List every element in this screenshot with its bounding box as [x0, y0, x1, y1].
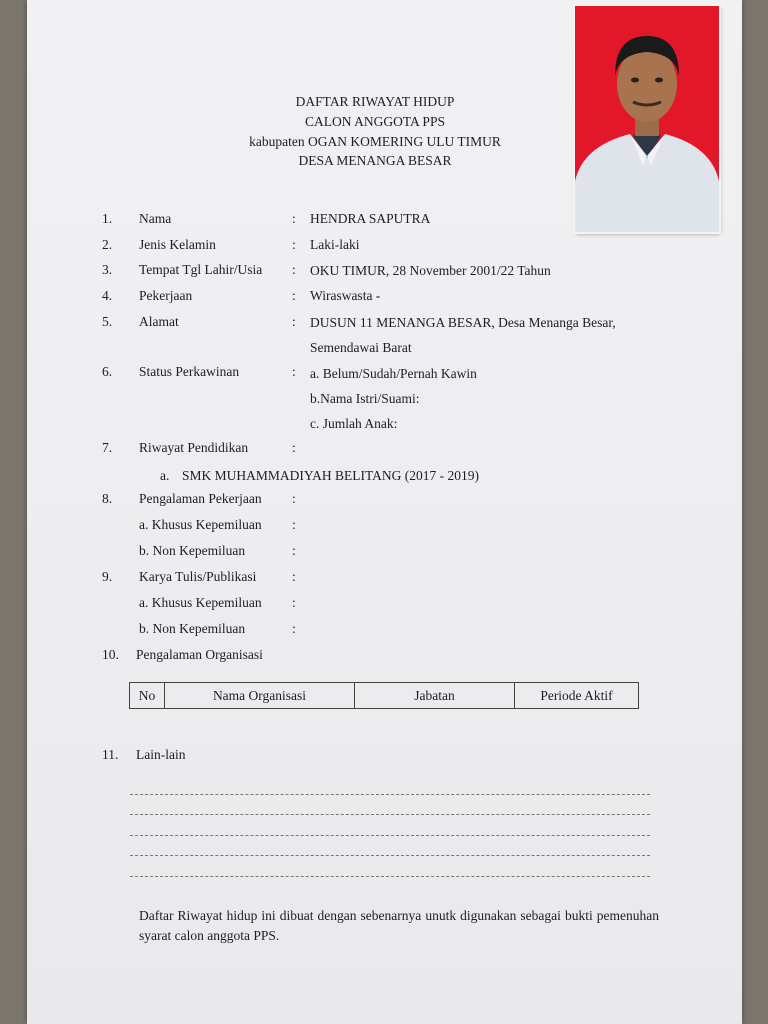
field-colon: :	[292, 364, 296, 379]
field-label-pengalaman-pekerjaan: Pengalaman Pekerjaan	[139, 491, 262, 506]
blank-line	[130, 794, 650, 795]
field-number: 4.	[102, 288, 113, 303]
field-label-nama: Nama	[139, 211, 172, 226]
field-label-pekerjaan: Pekerjaan	[139, 288, 193, 303]
header-line-1: DAFTAR RIWAYAT HIDUP	[295, 94, 455, 109]
field-value-alamat: DUSUN 11 MENANGA BESAR, Desa Menanga Besar,	[310, 315, 616, 330]
education-item-marker: a.	[160, 468, 170, 483]
field-sublabel-non: b. Non Kepemiluan	[139, 621, 246, 636]
field-label-ttl: Tempat Tgl Lahir/Usia	[139, 262, 263, 277]
applicant-photo	[575, 6, 719, 232]
field-label-jenis-kelamin: Jenis Kelamin	[139, 237, 216, 252]
field-number: 11.	[102, 747, 119, 762]
field-label-alamat: Alamat	[139, 314, 179, 329]
blank-line	[130, 835, 650, 836]
header-line-3: kabupaten OGAN KOMERING ULU TIMUR	[249, 134, 501, 149]
field-number: 5.	[102, 314, 113, 329]
field-number: 9.	[102, 569, 113, 584]
field-label-riwayat-pendidikan: Riwayat Pendidikan	[139, 440, 249, 455]
field-value-ttl: OKU TIMUR, 28 November 2001/22 Tahun	[310, 263, 551, 278]
field-number: 3.	[102, 262, 113, 277]
blank-line	[130, 855, 650, 856]
field-value-status-b: b.Nama Istri/Suami:	[310, 391, 420, 406]
field-colon: :	[292, 288, 296, 303]
blank-line	[130, 876, 650, 877]
education-item: SMK MUHAMMADIYAH BELITANG (2017 - 2019)	[182, 468, 480, 483]
table-header-row	[130, 683, 639, 709]
field-sublabel-non: b. Non Kepemiluan	[139, 543, 246, 558]
field-number: 10.	[102, 647, 119, 662]
field-value-jenis-kelamin: Laki-laki	[310, 237, 360, 252]
field-colon: :	[292, 314, 296, 329]
header-line-2: CALON ANGGOTA PPS	[305, 114, 445, 129]
field-number: 2.	[102, 237, 113, 252]
field-colon: :	[292, 517, 296, 532]
field-label-lain-lain: Lain-lain	[136, 747, 186, 762]
field-number: 7.	[102, 440, 113, 455]
field-value-pekerjaan: Wiraswasta -	[310, 288, 381, 303]
field-value-nama: HENDRA SAPUTRA	[310, 211, 431, 226]
table-header-periode-aktif: Periode Aktif	[515, 683, 639, 709]
field-label-status-perkawinan: Status Perkawinan	[139, 364, 240, 379]
field-colon: :	[292, 237, 296, 252]
field-value-alamat-line2: Semendawai Barat	[310, 340, 412, 355]
table-header-jabatan: Jabatan	[355, 683, 515, 709]
field-value-status-c: c. Jumlah Anak:	[310, 416, 398, 431]
field-colon: :	[292, 211, 296, 226]
header-line-4: DESA MENANGA BESAR	[298, 153, 452, 168]
table-header-no: No	[130, 683, 165, 709]
closing-statement: Daftar Riwayat hidup ini dibuat dengan sebenarnya unutk digunakan sebagai bukti pemenuhan syarat calon anggota PPS.	[139, 908, 659, 943]
field-label-pengalaman-organisasi: Pengalaman Organisasi	[136, 647, 263, 662]
field-colon: :	[292, 491, 296, 506]
table-header-nama-organisasi: Nama Organisasi	[165, 683, 355, 709]
field-number: 6.	[102, 364, 113, 379]
field-value-status-a: a. Belum/Sudah/Pernah Kawin	[310, 366, 477, 381]
field-colon: :	[292, 621, 296, 636]
field-label-karya-tulis: Karya Tulis/Publikasi	[139, 569, 257, 584]
field-colon: :	[292, 569, 296, 584]
field-number: 1.	[102, 211, 113, 226]
field-sublabel-khusus: a. Khusus Kepemiluan	[139, 517, 262, 532]
field-number: 8.	[102, 491, 113, 506]
field-colon: :	[292, 595, 296, 610]
field-colon: :	[292, 262, 296, 277]
field-colon: :	[292, 440, 296, 455]
field-colon: :	[292, 543, 296, 558]
organization-table	[129, 682, 639, 709]
field-sublabel-khusus: a. Khusus Kepemiluan	[139, 595, 262, 610]
blank-line	[130, 814, 650, 815]
